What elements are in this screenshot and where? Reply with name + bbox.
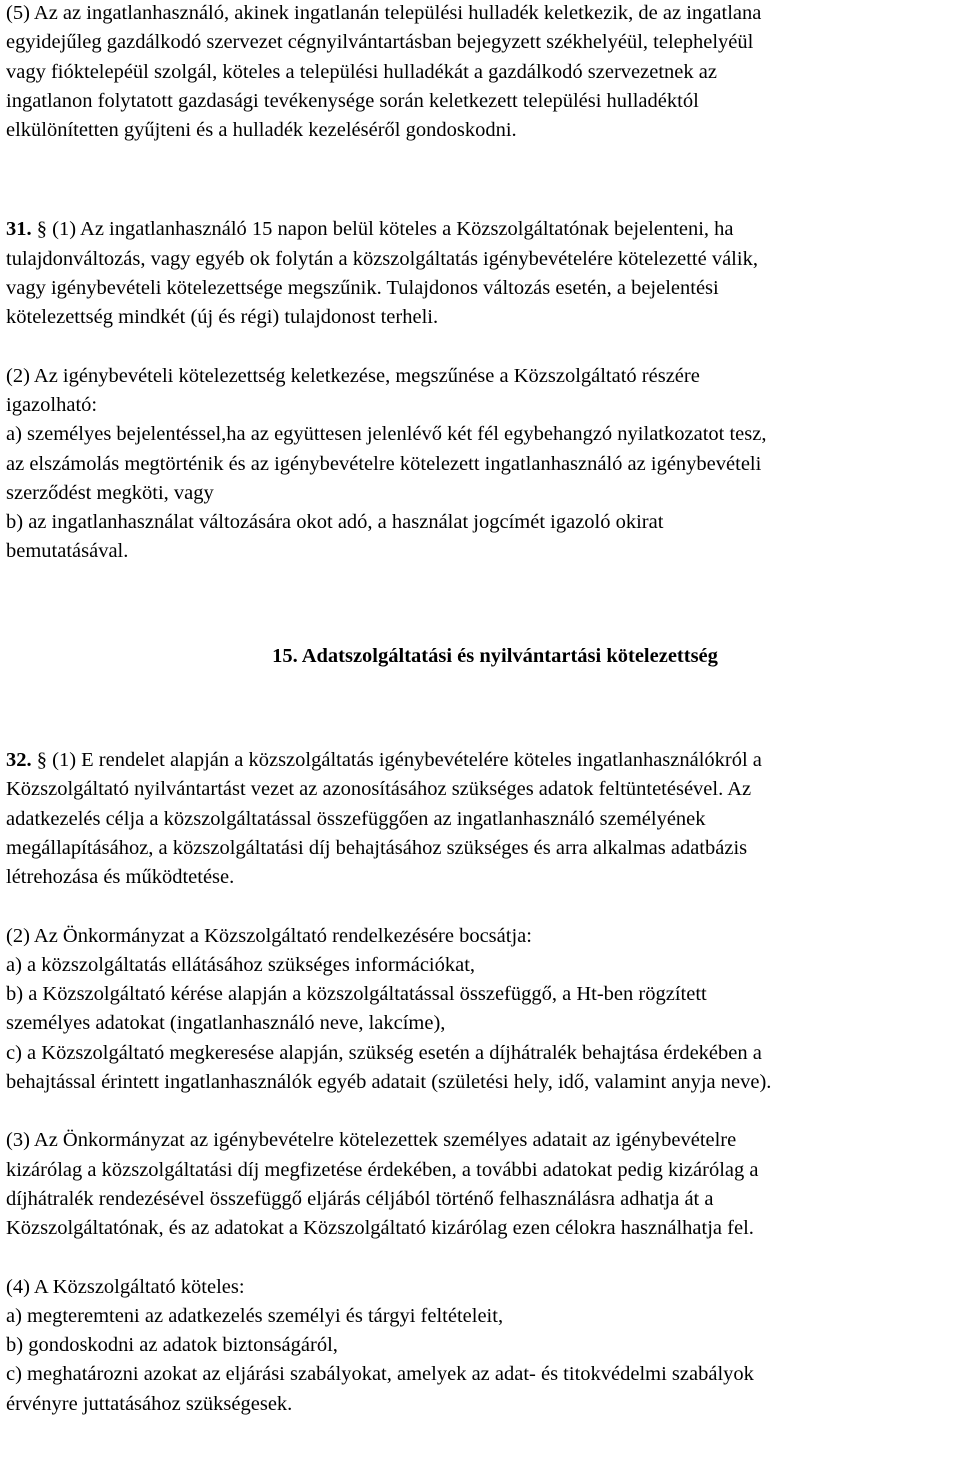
document-page [6,0,954,1419]
text-line: (2) Az Önkormányzat a Közszolgáltató rendelkezésére bocsátja: [6,924,532,947]
text-line: c) meghatározni azokat az eljárási szabályokat, amelyek az adat- és titokvédelmi szabályok [6,1363,754,1386]
text-line: (3) Az Önkormányzat az igénybevételre kötelezettek személyes adatait az igénybevételre [6,1129,737,1152]
text-line: Közszolgáltató nyilvántartást vezet az azonosításához szükséges adatok feltüntetésével. Az [6,778,752,801]
text-line: (5) Az az ingatlanhasználó, akinek ingatlanán települési hulladék keletkezik, de az ingatlana [6,2,762,24]
section-heading: 15. Adatszolgáltatási és nyilvántartási kötelezettség [272,644,718,667]
section-sign: § [36,749,47,772]
text-line: vagy fióktelepéül szolgál, köteles a települési hulladékát a gazdálkodó szervezetnek az [6,60,717,83]
section-32-paragraph-1 [6,746,954,892]
text-line [6,746,954,775]
text-line-content: (1) E rendelet alapján a közszolgáltatás igénybevételére köteles ingatlanhasználókról a [52,749,762,772]
text-line [6,215,954,244]
text-line: b) a Közszolgáltató kérése alapján a közszolgáltatással összefüggő, a Ht-ben rögzített [6,983,707,1006]
section-number: 31. [6,218,32,241]
text-line: vagy igénybevételi kötelezettsége megszűnik. Tulajdonos változás esetén, a bejelentési [6,277,719,300]
text-line: a) megteremteni az adatkezelés személyi és tárgyi feltételeit, [6,1304,504,1327]
text-line: b) az ingatlanhasználat változására okot adó, a használat jogcímét igazoló okirat [6,511,664,534]
section-number: 32. [6,749,32,772]
text-line: személyes adatokat (ingatlanhasználó neve, lakcíme), [6,1012,446,1035]
text-line: egyidejűleg gazdálkodó szervezet cégnyilvántartásban bejegyzett székhelyéül, telephelyéül [6,31,754,54]
text-line: b) gondoskodni az adatok biztonságáról, [6,1334,338,1357]
text-line: Közszolgáltatónak, és az adatokat a Közszolgáltató kizárólag ezen célokra használhatja fel. [6,1217,754,1240]
text-line: díjhátralék rendezésével összefüggő eljárás céljából történő felhasználásra adhatja át a [6,1187,714,1210]
text-line: szerződést megköti, vagy [6,481,214,504]
section-32-paragraph-3 [6,1126,954,1243]
section-32-paragraph-2 [6,922,954,1098]
text-line: a) a közszolgáltatás ellátásához szükséges információkat, [6,953,476,976]
text-line: kizárólag a közszolgáltatási díj megfizetése érdekében, a további adatokat pedig kizárólag a [6,1158,759,1181]
text-line: létrehozása és működtetése. [6,866,235,889]
section-32-paragraph-4 [6,1273,954,1419]
text-line: a) személyes bejelentéssel,ha az együttesen jelenlévő két fél egybehangzó nyilatkozatot tesz, [6,423,767,446]
section-31-paragraph-2 [6,362,954,567]
text-line: elkülönítetten gyűjteni és a hulladék kezeléséről gondoskodni. [6,119,517,142]
section-31-paragraph-1 [6,215,954,332]
section-sign: § [36,218,47,241]
text-line-content: (1) Az ingatlanhasználó 15 napon belül köteles a Közszolgáltatónak bejelenteni, ha [52,218,734,241]
text-line: bemutatásával. [6,540,129,563]
text-line: c) a Közszolgáltató megkeresése alapján, szükség esetén a díjhátralék behajtása érdekében a [6,1041,762,1064]
text-line: adatkezelés célja a közszolgáltatással összefüggően az ingatlanhasználó személyének [6,807,706,830]
text-line: (2) Az igénybevételi kötelezettség keletkezése, megszűnése a Közszolgáltató részére [6,364,700,387]
text-line: behajtással érintett ingatlanhasználók egyéb adatait (születési hely, idő, valamint anyja neve). [6,1071,772,1094]
text-line: érvényre juttatásához szükségesek. [6,1392,293,1415]
text-line: (4) A Közszolgáltató köteles: [6,1275,245,1298]
text-line: ingatlanon folytatott gazdasági tevékenysége során keletkezett települési hulladéktól [6,89,699,112]
text-line: kötelezettség mindkét (új és régi) tulajdonost terheli. [6,306,439,329]
text-line: igazolható: [6,393,98,416]
text-line: tulajdonváltozás, vagy egyéb ok folytán a közszolgáltatás igénybevételére kötelezetté válik, [6,247,758,270]
text-line: az elszámolás megtörténik és az igénybevételre kötelezett ingatlanhasználó az igénybevételi [6,452,762,475]
text-line: megállapításához, a közszolgáltatási díj behajtásához szükséges és arra alkalmas adatbázis [6,836,748,859]
paragraph-30-5 [6,0,954,145]
